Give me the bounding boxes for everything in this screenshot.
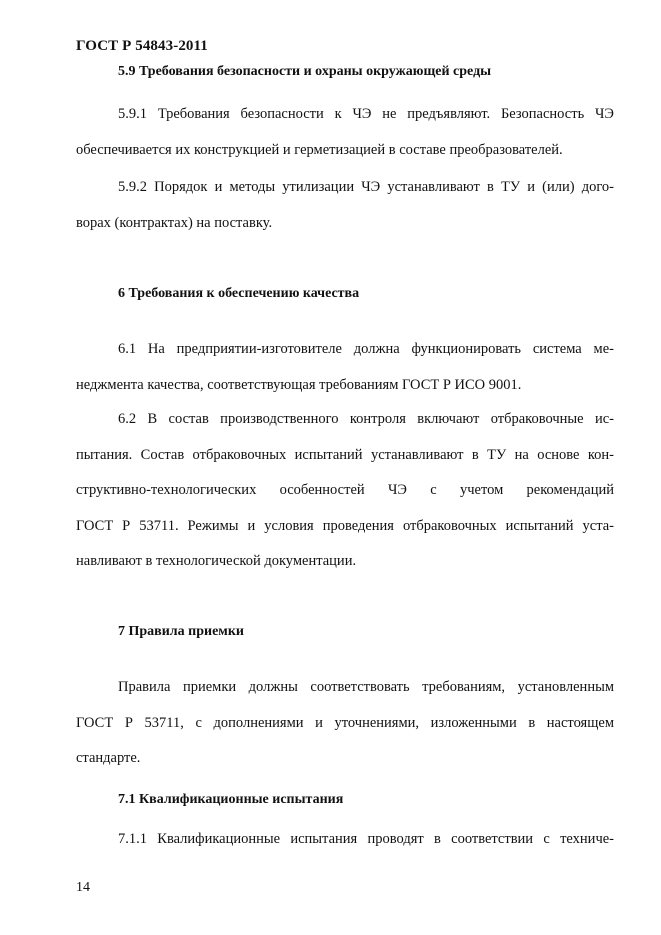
paragraph-line: ворах (контрактах) на поставку. <box>76 214 273 231</box>
paragraph-line: неджмента качества, соответствующая требованиям ГОСТ Р ИСО 9001. <box>76 376 522 393</box>
paragraph-5-9-2 <box>76 170 614 241</box>
paragraph-line: 6.1 На предприятии-изготовителе должна функционировать система ме- <box>118 341 614 357</box>
paragraph-line: 6.2 В состав производственного контроля включают отбраковочные ис- <box>118 411 614 427</box>
paragraph-line: структивно-технологических особенностей ЧЭ с учетом рекомендаций <box>76 482 614 498</box>
page-number: 14 <box>76 880 90 895</box>
section-heading-5-9: 5.9 Требования безопасности и охраны окружающей среды <box>118 64 492 79</box>
paragraph-6-1 <box>76 332 614 403</box>
paragraph-5-9-1 <box>76 97 614 168</box>
paragraph-7-intro <box>76 670 614 777</box>
section-heading-6: 6 Требования к обеспечению качества <box>118 286 360 301</box>
paragraph-6-2 <box>76 402 614 580</box>
paragraph-line: обеспечивается их конструкцией и герметизацией в составе преобразователей. <box>76 141 563 158</box>
paragraph-line: стандарте. <box>76 750 141 766</box>
paragraph-line: навливают в технологической документации. <box>76 553 357 569</box>
paragraph-line: 7.1.1 Квалификационные испытания проводят в соответствии с техниче- <box>118 831 614 847</box>
paragraph-line: пытания. Состав отбраковочных испытаний устанавливают в ТУ на основе кон- <box>76 446 614 463</box>
paragraph-line: ГОСТ Р 53711. Режимы и условия проведения отбраковочных испытаний уста- <box>76 517 614 534</box>
section-heading-7: 7 Правила приемки <box>118 624 244 639</box>
paragraph-line: 5.9.1 Требования безопасности к ЧЭ не предъявляют. Безопасность ЧЭ <box>118 106 614 122</box>
section-heading-7-1: 7.1 Квалификационные испытания <box>118 792 344 807</box>
paragraph-line: 5.9.2 Порядок и методы утилизации ЧЭ устанавливают в ТУ и (или) дого- <box>118 179 614 195</box>
paragraph-line: ГОСТ Р 53711, с дополнениями и уточнениями, изложенными в настоящем <box>76 714 614 731</box>
document-code: ГОСТ Р 54843-2011 <box>76 38 208 54</box>
paragraph-line: Правила приемки должны соответствовать требованиям, установленным <box>118 679 614 695</box>
paragraph-7-1-1 <box>76 822 614 858</box>
